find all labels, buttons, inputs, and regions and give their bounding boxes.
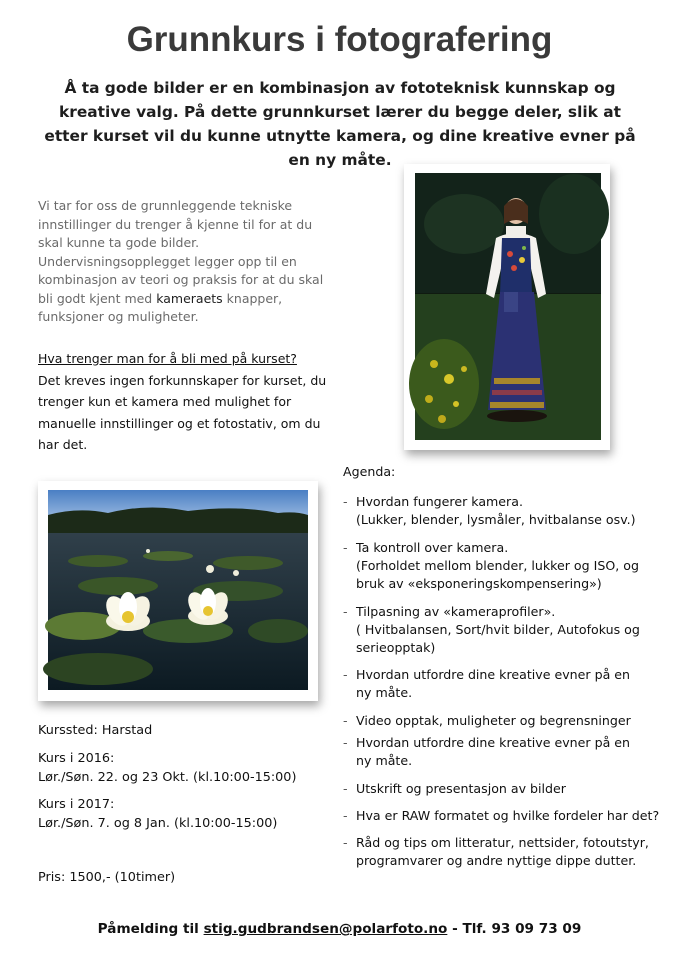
agenda-item-text: Hvordan utfordre dine kreative evner på en ny måte.: [356, 667, 631, 700]
photo-bunad: [404, 164, 610, 450]
photo-water-lilies: [38, 481, 318, 701]
lily-flower-left: [101, 592, 154, 631]
requirements-question: Hva trenger man for å bli med på kurset?: [38, 351, 297, 366]
agenda-item: [343, 834, 668, 870]
page-title: Grunnkurs i fotografering: [126, 20, 553, 59]
agenda-item: [343, 603, 668, 657]
course-description: [38, 197, 338, 327]
agenda-item-text: Hva er RAW formatet og hvilke fordeler har det?: [356, 808, 660, 823]
bullet-dash: -: [343, 494, 348, 509]
agenda-item-sub: (Forholdet mellom blender, lukker og ISO, og bruk av «eksponeringskompensering»): [356, 558, 639, 591]
course-description-tail: knapper, funksjoner og muligheter.: [38, 290, 283, 324]
requirements-section: [38, 348, 338, 456]
bunad-photo-image: [404, 164, 610, 450]
course-2016-label: Kurs i 2016:: [38, 751, 115, 766]
agenda-item-text: Video opptak, muligheter og begrensninger: [356, 713, 631, 728]
agenda-item: [343, 712, 668, 730]
agenda-item: [343, 493, 668, 529]
agenda-item-sub: (Lukker, blender, lysmåler, hvitbalanse osv.): [356, 512, 636, 527]
bullet-dash: -: [343, 781, 348, 796]
bullet-dash: -: [343, 667, 348, 682]
bullet-dash: -: [343, 604, 348, 619]
agenda-item-sub: ( Hvitbalansen, Sort/hvit bilder, Autofokus og serieopptak): [356, 622, 640, 655]
intro-paragraph: Å ta gode bilder er en kombinasjon av fototeknisk kunnskap og kreative valg. På dette grunnkurset lærer du begge deler, slik at etter kurset vil du kunne utnytte kamera, og dine kreative evner på en ny måte.: [44, 79, 636, 169]
course-description-highlight: kameraets: [156, 290, 223, 306]
course-2017-dates: Lør./Søn. 7. og 8 Jan. (kl.10:00-15:00): [38, 816, 278, 831]
course-price: Pris: 1500,- (10timer): [38, 870, 176, 885]
lily-flower-right: [184, 588, 233, 625]
bullet-dash: -: [343, 808, 348, 823]
agenda-item: [343, 539, 668, 593]
agenda-item: [343, 734, 633, 770]
requirements-answer: Det kreves ingen forkunnskaper for kurset, du trenger kun et kamera med mulighet for manuelle innstillinger og et fotostativ, om du har det.: [38, 372, 327, 452]
agenda-item-text: Råd og tips om litteratur, nettsider, fotoutstyr, programvarer og andre nyttige dippe dutter.: [356, 835, 649, 868]
course-description-text: Vi tar for oss de grunnleggende tekniske innstillinger du trenger å kjenne til for at du skal kunne ta gode bilder. Undervisningsopplegget legger opp til en kombinasjon av teori og praksis for at du skal bli godt kjent med: [38, 198, 324, 306]
agenda-title: Agenda:: [343, 464, 396, 479]
course-location: Kurssted: Harstad: [38, 723, 153, 738]
bullet-dash: -: [343, 540, 348, 555]
email-link[interactable]: stig.gudbrandsen@polarfoto.no: [203, 921, 448, 937]
course-2017-label: Kurs i 2017:: [38, 797, 115, 812]
agenda-item: [343, 780, 668, 798]
bullet-dash: -: [343, 835, 348, 850]
course-2016-dates: Lør./Søn. 22. og 23 Okt. (kl.10:00-15:00): [38, 770, 297, 785]
agenda-item: [343, 666, 633, 702]
agenda-item-text: Utskrift og presentasjon av bilder: [356, 781, 566, 796]
footer-prefix: Påmelding til: [97, 921, 204, 937]
agenda-item-text: Tilpasning av «kameraprofiler».: [356, 604, 556, 619]
agenda-item-text: Hvordan utfordre dine kreative evner på en ny måte.: [356, 735, 631, 768]
footer-phone: - Tlf. 93 09 73 09: [447, 921, 582, 937]
agenda-item: [343, 807, 668, 825]
bullet-dash: -: [343, 713, 348, 728]
water-lilies-photo-image: [38, 481, 318, 701]
agenda-item-text: Ta kontroll over kamera.: [356, 540, 509, 555]
bullet-dash: -: [343, 735, 348, 750]
agenda-item-text: Hvordan fungerer kamera.: [356, 494, 523, 509]
registration-footer: [0, 921, 679, 937]
